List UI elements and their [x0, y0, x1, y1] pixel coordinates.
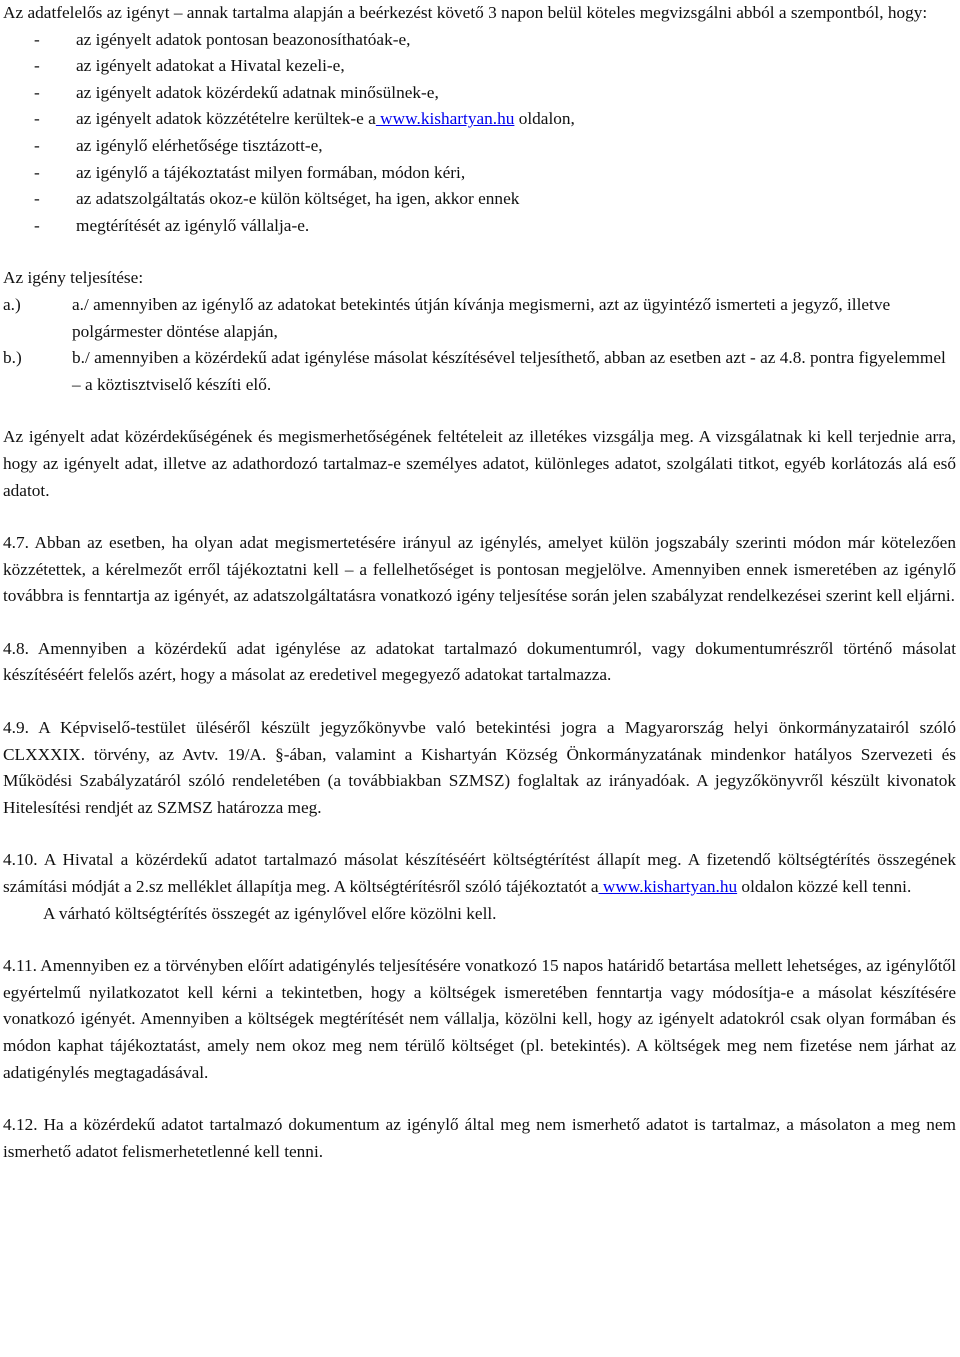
list-item: [3, 213, 956, 240]
list-item: [3, 160, 956, 187]
item-label: b.): [3, 348, 22, 368]
list-item: [3, 186, 956, 213]
dash-marker: -: [34, 82, 40, 102]
section-text: A Képviselő-testület üléséről készült jegyzőkönyvbe való betekintési jogra a Magyarország helyi önkormányzatairól szóló CLXXXIX. törvény, az Avtv. 19/A. §-ában, valamint a Kishartyán Község Önkormányzatának mindenkor hatályos Szervezeti és Működési Szabályzatáról szóló rendeletében (a továbbiakban SZMSZ) foglaltak az irányadóak. A jegyzőkönyvről készült kivonatok Hitelesítési rendjét az SZMSZ határozza meg.: [3, 718, 956, 817]
section-number: 4.10.: [3, 850, 38, 870]
list-item: [3, 292, 956, 345]
list-item: [3, 27, 956, 54]
section-4-12: [3, 1112, 956, 1165]
section-4-9: [3, 715, 956, 821]
fulfillment-heading: Az igény teljesítése:: [3, 268, 144, 288]
dash-marker: -: [34, 109, 40, 129]
list-item-text: az igényelt adatok közzétételre kerültek-e a www.kishartyan.hu oldalon,: [76, 109, 575, 129]
list-item-text: az igényelt adatok közérdekű adatnak minősülnek-e,: [76, 82, 439, 102]
section-text: Amennyiben ez a törvényben előírt adatigénylés teljesítésére vonatkozó 15 napos határidő betartása mellett lehetséges, az igénylőtől egyértelmű nyilatkozatot kell kérni a tekintetben, hogy a költségek ismeretében fenntartja vagy módosítja-e a másolat készítésére vonatkozó igényét. Amennyiben a költségek megtérítését nem vállalja, közölni kell, hogy az igényelt adatokról csak olyan formában és módon kaphat tájékoztatást, amely nem okoz meg nem térülő költséget (pl. betekintés). A költségek meg nem fizetése nem járhat az adatigénylés megtagadásával.: [3, 956, 956, 1082]
section-number: 4.12.: [3, 1115, 38, 1135]
section-text: Amennyiben a közérdekű adat igénylése az adatokat tartalmazó dokumentumról, vagy dokumentumrészről történő másolat készítéséért felelős azért, hogy a másolat az eredetivel megegyező adatokat tartalmazza.: [3, 638, 956, 685]
section-4-8: [3, 636, 956, 689]
dash-marker: -: [34, 215, 40, 235]
website-link[interactable]: www.kishartyan.hu: [598, 877, 738, 897]
list-item-text: az igénylő elérhetősége tisztázott-e,: [76, 135, 323, 155]
dash-marker: -: [34, 56, 40, 76]
website-link[interactable]: www.kishartyan.hu: [375, 109, 515, 129]
dash-marker: -: [34, 189, 40, 209]
list-item: [3, 80, 956, 107]
section-text: Ha a közérdekű adatot tartalmazó dokumentum az igénylő által meg nem ismerhető adatot is tartalmaz, a másolaton a meg nem ismerhető adatot felismerhetetlenné kell tenni.: [3, 1115, 956, 1161]
section-number: 4.8.: [3, 638, 29, 658]
section-4-7: [3, 530, 956, 610]
item-text: b./ amennyiben a közérdekű adat igénylése másolat készítésével teljesíthető, abban az esetben azt - az 4.8. pontra figyelemmel – a köztisztviselő készíti elő.: [72, 348, 946, 394]
section-number: 4.11.: [3, 956, 37, 976]
review-paragraph: Az igényelt adat közérdekűségének és megismerhetőségének feltételeit az illetékes vizsgálja meg. A vizsgálatnak ki kell terjednie arra, hogy az igényelt adat, illetve az adathordozó tartalmaz-e személyes adatot, különleges adatot, szolgálati titkot, egyéb korlátozás alá eső adatot.: [3, 427, 956, 500]
section-4-11: [3, 953, 956, 1086]
list-item-text: az igényelt adatok pontosan beazonosíthatóak-e,: [76, 29, 411, 49]
intro-paragraph: Az adatfelelős az igényt – annak tartalma alapján a beérkezést követő 3 napon belül köteles megvizsgálni abból a szempontból, hogy:: [3, 3, 928, 22]
item-label: a.): [3, 294, 21, 314]
dash-marker: -: [34, 29, 40, 49]
list-item: [3, 345, 956, 398]
list-item-text: az adatszolgáltatás okoz-e külön költséget, ha igen, akkor ennek: [76, 189, 520, 209]
check-list: [3, 27, 956, 240]
section-4-10-line2: A várható költségtérítés összegét az igénylővel előre közölni kell.: [43, 903, 497, 923]
list-item: [3, 53, 956, 80]
list-item-text: az igényelt adatokat a Hivatal kezeli-e,: [76, 56, 345, 76]
section-4-10: 4.10. A Hivatal a közérdekű adatot tartalmazó másolat készítéséért költségtérítést állapít meg. A fizetendő költségtérítés összegének számítási módját a 2.sz melléklet állapítja meg. A költségtérítésről szóló tájékoztatót a www.kishartyan.hu oldalon közzé kell tenni.: [3, 850, 956, 897]
section-number: 4.9.: [3, 718, 29, 738]
section-text: Abban az esetben, ha olyan adat megismertetésére irányul az igénylés, amelyet külön jogszabály szerinti módon már kötelezően közzétettek, a kérelmezőt erről tájékoztatni kell – a fellelhetőséget is pontosan megjelölve. Amennyiben ennek ismeretében az igénylő továbbra is fenntartja az igényét, az adatszolgáltatásra vonatkozó igény teljesítése során jelen szabályzat rendelkezései szerint kell eljárni.: [3, 533, 956, 606]
dash-marker: -: [34, 135, 40, 155]
item-text: a./ amennyiben az igénylő az adatokat betekintés útján kívánja megismerni, azt az ügyintéző ismerteti a jegyző, illetve polgármester döntése alapján,: [72, 294, 891, 341]
dash-marker: -: [34, 162, 40, 182]
section-number: 4.7.: [3, 533, 29, 553]
list-item-text: megtérítését az igénylő vállalja-e.: [76, 215, 310, 235]
list-item-text: az igénylő a tájékoztatást milyen formában, módon kéri,: [76, 162, 466, 182]
list-item: [3, 133, 956, 160]
list-item: [3, 106, 956, 133]
